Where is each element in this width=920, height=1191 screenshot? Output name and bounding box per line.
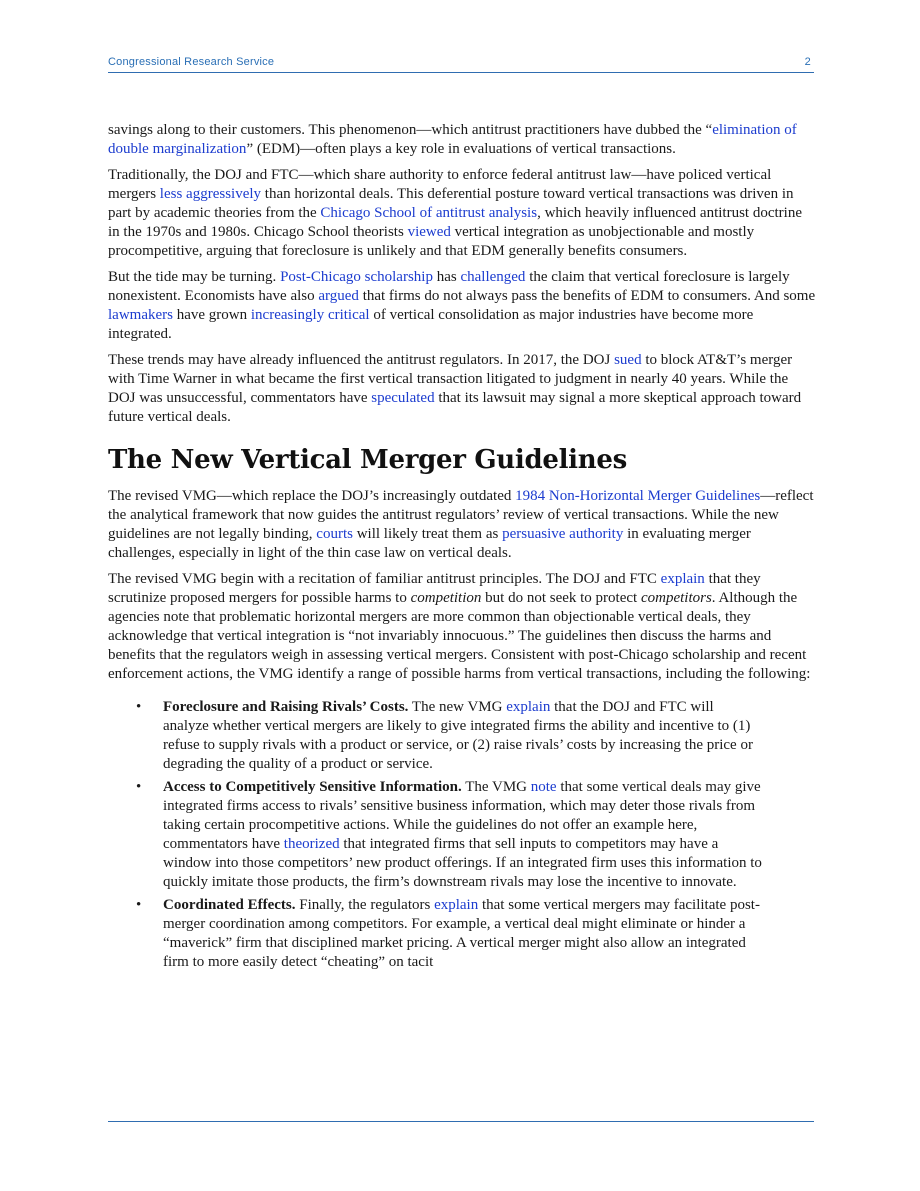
paragraph-3 [108,268,816,344]
link-lawmakers[interactable]: lawmakers [108,307,173,323]
text: that they scrutinize proposed mergers for possible harms to [108,571,761,606]
text: will likely treat them as [352,526,503,542]
text: But the tide may be turning. [108,269,281,285]
page-number: 2 [804,56,811,68]
text: The VMG [461,779,531,795]
text: These trends may have already influenced the antitrust regulators. In 2017, the DOJ [108,352,615,368]
paragraph-4 [108,351,816,427]
text: that firms do not always pass the benefits of EDM to consumers. And some [358,288,816,304]
text: —reflect the analytical framework that now guides the antitrust regulators’ review of vertical transactions. While the new guidelines are not legally binding, [108,488,814,542]
text: Finally, the regulators [295,897,435,913]
paragraph-2 [108,166,816,261]
link-explain[interactable]: explain [434,897,479,913]
paragraph-1 [108,121,816,159]
paragraph-5 [108,487,816,563]
text: but do not seek to protect [481,590,641,606]
harms-list [108,698,816,972]
text: , which heavily influenced antitrust doctrine in the 1970s and 1980s. Chicago School theorists [108,205,802,240]
text: . Although the agencies note that problematic horizontal mergers are more common than objectionable vertical deals, they acknowledge that vertical integration is “not invariably innocuous.” The guidelines then discuss the harms and benefits that the regulators weigh in assessing vertical mergers. Consistent with post-Chicago scholarship and recent enforcement actions, the VMG identify a range of possible harms from vertical transactions, including the following: [108,590,811,682]
text: in evaluating merger challenges, especially in light of the thin case law on vertical deals. [108,526,751,561]
link-challenged[interactable]: challenged [460,269,526,285]
link-theorized[interactable]: theorized [283,836,340,852]
link-post-chicago[interactable]: Post-Chicago scholarship [280,269,433,285]
link-courts[interactable]: courts [316,526,353,542]
list-item [136,698,763,774]
text: Traditionally, the DOJ and FTC—which share authority to enforce federal antitrust law—have policed vertical mergers [108,167,772,202]
bullet-icon: • [136,897,142,913]
text: that some vertical mergers may facilitate post-merger coordination among competitors. For example, a vertical deal might eliminate or hinder a “maverick” firm that disciplined market pricing. A vertical merger might also allow an integrated firm to more easily detect “cheating” on tacit [163,897,760,970]
bullet-icon: • [136,699,142,715]
text: that the DOJ and FTC will analyze whether vertical mergers are likely to give integrated firms the ability and incentive to (1) refuse to supply rivals with a product or service, or (2) raise rivals’ costs by increasing the price or degrading the quality of a product or service. [163,699,753,772]
link-edm[interactable]: elimination of double marginalization [108,122,797,157]
text: The revised VMG begin with a recitation of familiar antitrust principles. The DOJ and FTC [108,571,661,587]
link-1984-guidelines[interactable]: 1984 Non-Horizontal Merger Guidelines [515,488,761,504]
emphasis-competitors: competitors [640,590,712,606]
footer-rule [108,1121,814,1122]
paragraph-6 [108,570,816,684]
link-explain[interactable]: explain [506,699,551,715]
link-chicago-school[interactable]: Chicago School of antitrust analysis [320,205,538,221]
text: that some vertical deals may give integrated firms access to rivals’ sensitive business information, which may deter those rivals from taking certain procompetitive actions. While the guidelines do not offer an example here, commentators have [163,779,761,852]
link-persuasive-authority[interactable]: persuasive authority [502,526,624,542]
list-item-title: Coordinated Effects. [163,897,296,913]
text: than horizontal deals. This deferential posture toward vertical transactions was driven in part by academic theories from the [108,186,794,221]
text: have grown [172,307,251,323]
link-explain[interactable]: explain [660,571,705,587]
link-increasingly-critical[interactable]: increasingly critical [250,307,370,323]
text: that its lawsuit may signal a more skeptical approach toward future vertical deals. [108,390,802,425]
text: The revised VMG—which replace the DOJ’s increasingly outdated [108,488,516,504]
text: has [432,269,461,285]
link-viewed[interactable]: viewed [407,224,451,240]
text: savings along to their customers. This phenomenon—which antitrust practitioners have dubbed the “ [108,122,713,138]
text: The new VMG [408,699,507,715]
list-item-title: Access to Competitively Sensitive Information. [163,779,462,795]
link-note[interactable]: note [530,779,557,795]
text: of vertical consolidation as major industries have become more integrated. [108,307,754,342]
text: ” (EDM)—often plays a key role in evaluations of vertical transactions. [246,141,676,157]
text: the claim that vertical foreclosure is largely nonexistent. Economists have also [108,269,790,304]
document-body [108,121,816,976]
header-rule [108,72,814,73]
list-item-title: Foreclosure and Raising Rivals’ Costs. [163,699,409,715]
text: to block AT&T’s merger with Time Warner in what became the first vertical transaction litigated to judgment in nearly 40 years. While the DOJ was unsuccessful, commentators have [108,352,793,406]
link-argued[interactable]: argued [318,288,359,304]
link-speculated[interactable]: speculated [371,390,435,406]
emphasis-competition: competition [410,590,482,606]
link-sued[interactable]: sued [614,352,642,368]
list-item [136,778,763,892]
text: that integrated firms that sell inputs to competitors may have a window into those competitors’ new product offerings. If an integrated firm uses this information to quickly imitate those products, the firm’s downstream rivals may lose the incentive to innovate. [163,836,762,890]
header-organization: Congressional Research Service [108,56,275,68]
text: vertical integration as unobjectionable and mostly procompetitive, arguing that foreclosure is unlikely and that EDM generally benefits consumers. [108,224,755,259]
link-less-aggressively[interactable]: less aggressively [159,186,262,202]
section-heading: The New Vertical Merger Guidelines [108,445,627,475]
bullet-icon: • [136,779,142,795]
list-item [136,896,763,972]
